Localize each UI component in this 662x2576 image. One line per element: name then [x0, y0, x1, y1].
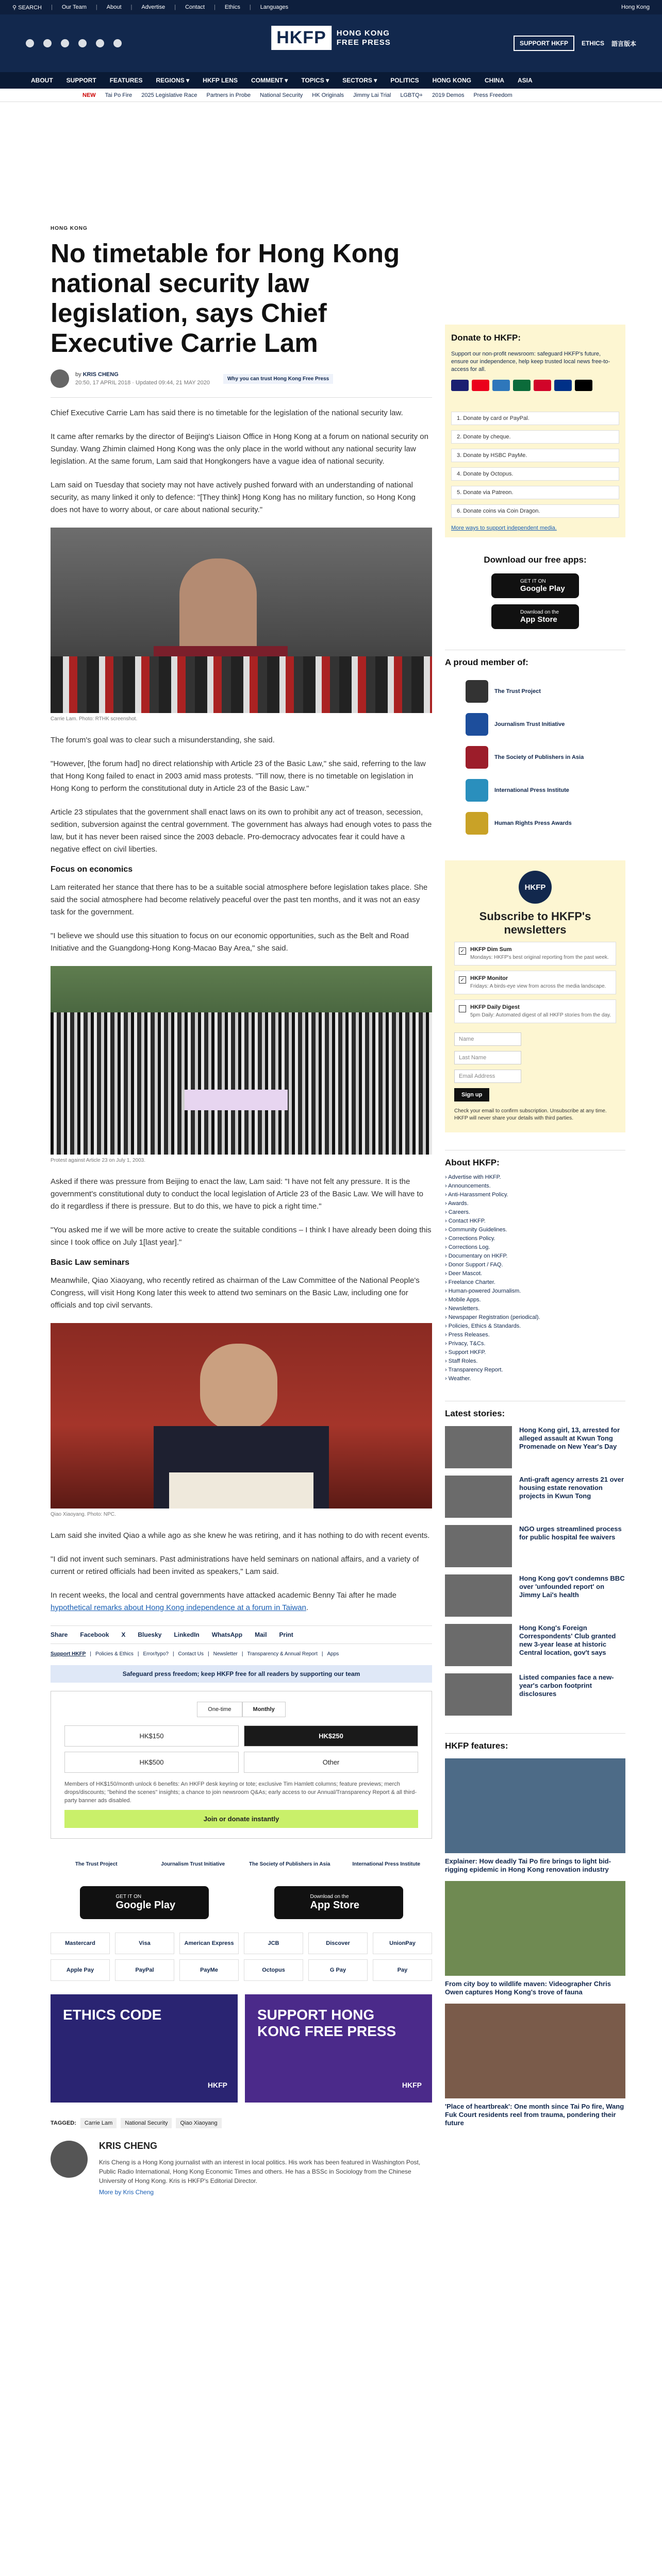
byline — [51, 369, 432, 388]
x-icon[interactable] — [43, 39, 52, 47]
about-link[interactable]: › Policies, Ethics & Standards. — [445, 1322, 625, 1331]
masthead — [0, 14, 662, 72]
newsletter-name: HKFP Daily Digest — [470, 1004, 520, 1010]
paragraph: Meanwhile, Qiao Xiaoyang, who recently retired as chairman of the Law Committee of the National People's Congress, will visit Hong Kong later this week to attend two seminars on the Basic Law, including one for officials and top civil servants. — [51, 1276, 420, 1310]
sidebar-google-play[interactable] — [491, 573, 579, 598]
logo-line2: FREE PRESS — [336, 38, 391, 47]
app-store-button[interactable] — [274, 1886, 403, 1919]
crowd — [51, 1012, 432, 1155]
by-label: by — [75, 371, 81, 378]
story-title[interactable]: Listed companies face a new-year's carbon footprint disclosures — [519, 1673, 614, 1698]
banner-text: ETHICS CODE — [63, 2007, 162, 2023]
google-pay-icon: G Pay — [308, 1959, 368, 1981]
store-big: Google Play — [115, 1900, 176, 1911]
about-link[interactable]: › Corrections Policy. — [445, 1234, 625, 1243]
trend-link[interactable]: National Security — [260, 92, 303, 98]
subheading: Focus on economics — [51, 865, 133, 874]
amount-option-other[interactable]: Other — [244, 1752, 418, 1773]
trend-link[interactable]: Partners in Probe — [206, 92, 251, 98]
carrie-lam-photo — [51, 528, 432, 713]
safeguard-banner[interactable]: Safeguard press freedom; keep HKFP free for all readers by supporting our team — [51, 1665, 432, 1683]
paragraph: "I believe we should use this situation to focus on our economic opportunities, such as the Belt and Road Initiative and the Guangdong-Hong Kong-Macao Bay Area," she said. — [51, 931, 409, 953]
trend-link[interactable]: Jimmy Lai Trial — [353, 92, 391, 98]
location-link[interactable]: Hong Kong — [621, 4, 650, 10]
new-badge: NEW — [82, 92, 96, 98]
unionpay-icon: UnionPay — [373, 1933, 432, 1954]
bluesky-icon[interactable] — [96, 39, 104, 47]
tagged-label: TAGGED: — [51, 2120, 76, 2126]
footer-link[interactable]: Newsletter — [213, 1651, 238, 1657]
tag[interactable]: Qiao Xiaoyang — [176, 2118, 221, 2128]
latest-story[interactable] — [445, 1476, 625, 1518]
main-navigation — [0, 72, 662, 89]
about-link[interactable]: › Privacy, T&Cs. — [445, 1340, 625, 1348]
advertise-link[interactable]: Advertise — [141, 4, 166, 10]
trend-link[interactable]: Tai Po Fire — [105, 92, 133, 98]
newsletter-desc: Mondays: HKFP's best original reporting from the past week. — [470, 955, 609, 960]
checkbox-checked-icon[interactable]: ✓ — [459, 976, 466, 984]
story-thumbnail[interactable] — [445, 1624, 512, 1666]
nav-features[interactable]: FEATURES — [109, 77, 143, 84]
jcb-icon — [513, 380, 531, 391]
donation-widget — [51, 1691, 432, 1839]
about-link[interactable]: About — [106, 4, 122, 10]
monthly-option[interactable]: Monthly — [242, 1702, 286, 1717]
nav-about[interactable]: ABOUT — [31, 77, 53, 84]
payment-methods — [51, 1933, 432, 1981]
about-link[interactable]: › Staff Roles. — [445, 1357, 625, 1366]
about-link[interactable]: › Press Releases. — [445, 1331, 625, 1340]
nav-sectors[interactable]: SECTORS ▾ — [342, 77, 377, 84]
amex-icon — [492, 380, 510, 391]
feature-thumbnail[interactable] — [445, 1758, 625, 1853]
about-link[interactable]: › Weather. — [445, 1375, 625, 1383]
latest-story[interactable] — [445, 1574, 625, 1617]
trending-bar — [0, 89, 662, 102]
paragraph: Lam reiterated her stance that there has to be a suitable social atmosphere before legislation takes place. She said the social atmosphere had become relatively peaceful over the past ten months, and it was not an easy task for the government. — [51, 883, 428, 917]
story-thumbnail[interactable] — [445, 1525, 512, 1567]
paragraph: "I did not invent such seminars. Past administrations have held seminars on national affairs, and a variety of current or retired officials had been invited as speakers," Lam said. — [51, 1555, 419, 1576]
nav-china[interactable]: CHINA — [484, 77, 504, 84]
our-team-link[interactable]: Our Team — [61, 4, 87, 10]
nav-asia[interactable]: ASIA — [517, 77, 533, 84]
language-versions-link[interactable]: 語言版本 — [611, 40, 636, 47]
about-link[interactable]: › Documentary on HKFP. — [445, 1252, 625, 1261]
membership-badges — [51, 1852, 432, 1876]
google-play-button[interactable] — [80, 1886, 209, 1919]
article-footer-links: Support HKFP | Policies & Ethics | Error/typo? | Contact Us | Newsletter | Transparency & Annual Report | Apps — [51, 1651, 339, 1657]
logo-mark: HKFP — [271, 26, 332, 50]
latest-story[interactable] — [445, 1624, 625, 1666]
newsletter-box — [445, 860, 625, 1132]
story-thumbnail[interactable] — [445, 1426, 512, 1468]
support-hkfp-button[interactable]: SUPPORT HKFP — [514, 36, 574, 51]
logo-line1: HONG KONG — [336, 28, 390, 38]
donate-option[interactable]: 3. Donate by HSBC PayMe. — [451, 449, 619, 462]
donate-option[interactable]: 5. Donate via Patreon. — [451, 486, 619, 499]
hrpa-logo[interactable] — [466, 807, 625, 840]
about-link[interactable]: › Freelance Charter. — [445, 1278, 625, 1287]
latest-story[interactable] — [445, 1525, 625, 1567]
store-big: App Store — [310, 1900, 360, 1911]
feature-story[interactable] — [445, 1881, 625, 1996]
author-description: Kris Cheng is a Hong Kong journalist with an interest in local politics. His work has been featured in Washington Post, Public Radio International, Hong Kong Economic Times and others. He has a BSSc in Sociology from the Chinese University of Hong Kong. Kris is HKFP's Editorial Director. — [99, 2159, 421, 2184]
nav-politics[interactable]: POLITICS — [390, 77, 419, 84]
story-title[interactable]: Hong Kong gov't condemns BBC over 'unfounded report' on Jimmy Lai's health — [519, 1574, 625, 1599]
mastercard-icon: Mastercard — [51, 1933, 110, 1954]
about-link[interactable]: › Newsletters. — [445, 1304, 625, 1313]
store-small: GET IT ON — [520, 579, 546, 584]
amex-icon: American Express — [179, 1933, 239, 1954]
app-store-buttons — [51, 1886, 432, 1919]
publish-dates: 20:50, 17 APRIL 2018 · Updated 09:44, 21 MAY 2020 — [75, 380, 210, 386]
store-big: App Store — [520, 615, 557, 624]
support-hkfp-banner[interactable] — [245, 1994, 432, 2103]
donate-option[interactable]: 1. Donate by card or PayPal. — [451, 412, 619, 425]
sopa-logo[interactable] — [466, 741, 625, 774]
benny-tai-link[interactable]: hypothetical remarks about Hong Kong independence at a forum in Taiwan — [51, 1603, 306, 1612]
newsletter-desc: 5pm Daily: Automated digest of all HKFP stories from the day. — [470, 1012, 611, 1018]
about-link[interactable]: › Support HKFP. — [445, 1348, 625, 1357]
paragraph: Asked if there was pressure from Beijing to enact the law, Lam said: "I have not felt any pressure. It is the government's constitutional duty to conduct the local legislation of Article 23 of the Basic Law. We will have to do it regardless if there is pressure. But to do this, we have to pick a right time." — [51, 1177, 423, 1211]
latest-story[interactable] — [445, 1426, 625, 1468]
mastercard-icon — [472, 380, 489, 391]
top-utility-bar: ⚲ SEARCH | Our Team | About | Advertise | Contact | Ethics | Languages Hong Kong — [0, 0, 662, 14]
amount-option-selected[interactable]: HK$250 — [244, 1725, 418, 1747]
nameplate — [169, 1472, 313, 1509]
sidebar — [445, 325, 625, 2127]
unionpay-icon — [534, 380, 551, 391]
nav-hong-kong[interactable]: HONG KONG — [432, 77, 471, 84]
paragraph: The forum's goal was to clear such a misunderstanding, she said. — [51, 736, 275, 744]
nav-hkfp-lens[interactable]: HKFP LENS — [203, 77, 238, 84]
paypal-icon: PayPal — [115, 1959, 174, 1981]
image-caption: Qiao Xiaoyang. Photo: NPC. — [51, 1512, 116, 1517]
share-x[interactable]: X — [121, 1631, 126, 1638]
trend-link[interactable]: Press Freedom — [473, 92, 512, 98]
about-link[interactable]: › Human-powered Journalism. — [445, 1287, 625, 1296]
octopus-icon: Octopus — [244, 1959, 303, 1981]
author-link[interactable]: KRIS CHENG — [82, 371, 119, 378]
share-label: Share — [51, 1631, 68, 1638]
about-link[interactable]: › Donor Support / FAQ. — [445, 1261, 625, 1269]
about-link[interactable]: › Transparency Report. — [445, 1366, 625, 1375]
newsletter-name: HKFP Monitor — [470, 975, 508, 981]
nav-topics[interactable]: TOPICS ▾ — [301, 77, 329, 84]
card-icons — [451, 380, 619, 391]
jti-logo[interactable] — [466, 708, 625, 741]
banner-sub: HKFP — [207, 2081, 227, 2089]
paragraph: It came after remarks by the director of Beijing's Liaison Office in Hong Kong at a forum on national security on Sunday. Wang Zhimin claimed Hong Kong was the only place in the world without any national security law legislation. At the same forum, Lam said that Hongkongers have a vague idea of national security. — [51, 432, 428, 466]
amount-option[interactable]: HK$500 — [64, 1752, 239, 1773]
share-print[interactable]: Print — [279, 1631, 293, 1638]
nav-regions[interactable]: REGIONS ▾ — [156, 77, 190, 84]
trend-link[interactable]: HK Originals — [312, 92, 344, 98]
ethics-code-banner[interactable] — [51, 1994, 238, 2103]
subheading: Basic Law seminars — [51, 1258, 129, 1267]
feature-story[interactable] — [445, 2004, 625, 2127]
author-name[interactable]: KRIS CHENG — [99, 2141, 158, 2151]
story-title[interactable]: NGO urges streamlined process for public hospital fee waivers — [519, 1525, 622, 1541]
newsletter-note: Check your email to confirm subscription. Unsubscribe at any time. HKFP will never share your details with third parties. — [454, 1108, 607, 1121]
share-bar — [51, 1625, 432, 1644]
tag[interactable]: National Security — [121, 2118, 172, 2128]
protest-photo — [51, 966, 432, 1155]
member-name: The Trust Project — [494, 688, 541, 694]
join-donate-button[interactable]: Join or donate instantly — [64, 1810, 418, 1828]
paragraph: "You asked me if we will be more active to create the suitable conditions – I think I have already been doing this since I took office on July 1[last year]." — [51, 1226, 432, 1247]
paragraph — [51, 1589, 432, 1614]
paragraph: Chief Executive Carrie Lam has said there is no timetable for the legislation of the national security law. — [51, 409, 403, 417]
more-by-author-link[interactable]: More by Kris Cheng — [99, 2189, 154, 2196]
footer-link[interactable]: Error/typo? — [143, 1651, 169, 1657]
article-title: No timetable for Hong Kong national security law legislation, says Chief Executive Carrie Lam — [51, 239, 400, 358]
paragraph-text: In recent weeks, the local and central governments have attacked academic Benny Tai after he made — [51, 1591, 396, 1600]
pay-icon: Pay — [373, 1959, 432, 1981]
apps-heading: Download our free apps: — [484, 555, 587, 565]
about-link[interactable]: › Anti-Harassment Policy. — [445, 1191, 625, 1199]
trend-link[interactable]: LGBTQ+ — [400, 92, 423, 98]
footer-link[interactable]: Apps — [327, 1651, 339, 1657]
footer-link[interactable]: Contact Us — [178, 1651, 204, 1657]
feature-thumbnail[interactable] — [445, 1881, 625, 1976]
story-title[interactable]: Anti-graft agency arrests 21 over housing estate renovation projects in Kwun Tong — [519, 1476, 624, 1500]
section-kicker[interactable]: HONG KONG — [51, 226, 88, 231]
ethics-link[interactable]: Ethics — [224, 4, 240, 10]
tag[interactable]: Carrie Lam — [80, 2118, 117, 2128]
store-big: Google Play — [520, 584, 565, 593]
badge-sopa[interactable]: The Society of Publishers in Asia — [249, 1861, 330, 1867]
latest-heading: Latest stories: — [445, 1401, 625, 1419]
member-benefits: Members of HK$150/month unlock 6 benefits: An HKFP desk keyring or tote; exclusive Tim Hamlett columns; feature previews; merch drops/discounts; "behind the scenes" insights; a chance to join newsroom Q&As; early access to our Annual/Transparency Report & all third-party banner ads disabled. — [64, 1781, 417, 1804]
image-caption: Protest against Article 23 on July 1, 2003. — [51, 1158, 145, 1163]
nav-comment[interactable]: COMMENT ▾ — [251, 77, 288, 84]
about-link[interactable]: › Awards. — [445, 1199, 625, 1208]
microphones — [51, 656, 432, 713]
trust-link[interactable]: Why you can trust Hong Kong Free Press — [223, 374, 333, 384]
story-title[interactable]: Hong Kong girl, 13, arrested for alleged assault at Kwun Tong Promenade on New Year's Day — [519, 1426, 620, 1450]
member-name: International Press Institute — [494, 787, 569, 793]
tag-list — [51, 2118, 432, 2128]
footer-link[interactable]: Support HKFP — [51, 1651, 86, 1657]
member-name: Journalism Trust Initiative — [494, 721, 565, 727]
story-thumbnail[interactable] — [445, 1673, 512, 1716]
about-link[interactable]: › Contact HKFP. — [445, 1217, 625, 1226]
store-small: Download on the — [520, 609, 559, 615]
apple-pay-icon: Apple Pay — [51, 1959, 110, 1981]
story-thumbnail[interactable] — [445, 1476, 512, 1518]
banner-text: SUPPORT HONG KONG FREE PRESS — [257, 2007, 396, 2039]
languages-link[interactable]: Languages — [260, 4, 289, 10]
badge-jti[interactable]: Journalism Trust Initiative — [161, 1861, 225, 1867]
trend-link[interactable]: 2019 Demos — [432, 92, 465, 98]
share-mail[interactable]: Mail — [255, 1631, 267, 1638]
donate-intro: Support our non-profit newsroom: safeguard HKFP's future, ensure our independence, help keep trusted local news free-to-access for all. — [451, 351, 610, 372]
photo-face — [200, 1344, 277, 1431]
qiao-xiaoyang-photo — [51, 1323, 432, 1509]
protest-banner — [185, 1090, 288, 1110]
name-field[interactable]: Name — [454, 1032, 521, 1046]
contact-link[interactable]: Contact — [185, 4, 205, 10]
instagram-icon[interactable] — [61, 39, 69, 47]
amount-grid — [64, 1725, 418, 1773]
newsletter-desc: Fridays: A birds-eye view from across the media landscape. — [470, 984, 606, 989]
about-links — [445, 1173, 625, 1383]
site-logo[interactable] — [271, 26, 391, 50]
visa-icon — [451, 380, 469, 391]
feature-title[interactable]: From city boy to wildlife maven: Videographer Chris Owen captures Hong Kong's trove of fauna — [445, 1980, 611, 1996]
feature-thumbnail[interactable] — [445, 2004, 625, 2098]
paragraph: Lam said she invited Qiao a while ago as she knew he was retiring, and it has nothing to do with recent events. — [51, 1531, 430, 1540]
about-heading: About HKFP: — [445, 1150, 625, 1168]
badge-ipi[interactable]: International Press Institute — [352, 1861, 421, 1867]
ipi-logo[interactable] — [466, 774, 625, 807]
signup-button[interactable]: Sign up — [454, 1088, 489, 1101]
feature-title[interactable]: Explainer: How deadly Tai Po fire brings to light bid-rigging epidemic in Hong Kong renovation industry — [445, 1857, 611, 1873]
threads-icon[interactable] — [113, 39, 122, 47]
donate-option[interactable]: 2. Donate by cheque. — [451, 430, 619, 444]
trend-link[interactable]: 2025 Legislative Race — [141, 92, 197, 98]
article-column — [51, 226, 432, 2196]
hkfp-logo: HKFP — [519, 871, 552, 904]
donate-option[interactable]: 6. Donate coins via Coin Dragon. — [451, 504, 619, 518]
about-link[interactable]: › Deer Mascot. — [445, 1269, 625, 1278]
ethics-header-link[interactable]: ETHICS — [581, 40, 604, 47]
image-caption: Carrie Lam. Photo: RTHK screenshot. — [51, 716, 138, 722]
store-small: GET IT ON — [115, 1894, 142, 1900]
about-link[interactable]: › Newspaper Registration (periodical). — [445, 1313, 625, 1322]
banner-sub: HKFP — [402, 2081, 422, 2089]
member-name: Human Rights Press Awards — [494, 820, 572, 826]
story-title[interactable]: Hong Kong's Foreign Correspondents' Club granted new 3-year lease at historic Central location, gov't says — [519, 1624, 616, 1656]
member-name: The Society of Publishers in Asia — [494, 754, 584, 760]
newsletter-option[interactable] — [454, 971, 616, 994]
newsletter-option[interactable] — [454, 999, 616, 1023]
last-name-field[interactable]: Last Name — [454, 1051, 521, 1064]
facebook-icon[interactable] — [26, 39, 34, 47]
trust-project-logo[interactable] — [466, 675, 625, 708]
author-avatar[interactable] — [51, 369, 69, 388]
promo-banners — [51, 1994, 432, 2103]
about-link[interactable]: › Corrections Log. — [445, 1243, 625, 1252]
feature-title[interactable]: 'Place of heartbreak': One month since Tai Po fire, Wang Fuk Court residents reel from trauma, pondering their future — [445, 2103, 624, 2127]
features-heading: HKFP features: — [445, 1733, 625, 1751]
feature-story[interactable] — [445, 1758, 625, 1874]
nav-support[interactable]: SUPPORT — [66, 77, 96, 84]
checkbox-checked-icon[interactable]: ✓ — [459, 947, 466, 955]
jcb-icon: JCB — [244, 1933, 303, 1954]
badge-trust-project[interactable]: The Trust Project — [75, 1861, 118, 1867]
share-bluesky[interactable]: Bluesky — [138, 1631, 162, 1638]
paypal-icon — [554, 380, 572, 391]
social-icons — [26, 39, 122, 47]
discover-icon: Discover — [308, 1933, 368, 1954]
more-ways-link[interactable]: More ways to support independent media. — [451, 525, 557, 531]
donate-box — [445, 325, 625, 537]
visa-icon: Visa — [115, 1933, 174, 1954]
sidebar-app-store[interactable] — [491, 604, 579, 629]
store-small: Download on the — [310, 1894, 349, 1900]
about-link[interactable]: › Advertise with HKFP. — [445, 1173, 625, 1182]
newsletter-option[interactable] — [454, 942, 616, 965]
about-link[interactable]: › Announcements. — [445, 1182, 625, 1191]
proud-member-heading: A proud member of: — [445, 650, 625, 668]
author-bio — [51, 2141, 432, 2196]
share-linkedin[interactable]: LinkedIn — [174, 1631, 200, 1638]
amount-option[interactable]: HK$150 — [64, 1725, 239, 1747]
paragraph: "However, [the forum had] no direct relationship with Article 23 of the Basic Law," she said, referring to the law that Hong Kong failed to enact in 2003 amid mass protests. "Till now, there is no timetable on legislation in Hong Kong to perform the constitutional duty in Article 23 of the Basic Law." — [51, 759, 426, 793]
share-whatsapp[interactable]: WhatsApp — [211, 1631, 243, 1638]
donate-option[interactable]: 4. Donate by Octopus. — [451, 467, 619, 481]
about-link[interactable]: › Mobile Apps. — [445, 1296, 625, 1304]
payme-icon: PayMe — [179, 1959, 239, 1981]
footer-link[interactable]: Policies & Ethics — [95, 1651, 134, 1657]
footer-link[interactable]: Transparency & Annual Report — [247, 1651, 318, 1657]
paragraph: Article 23 stipulates that the government shall enact laws on its own to prohibit any act of treason, secession, sedition, subversion against the central government. The government has always had enough votes to pass the law, but it has never been raised since the 2003 debacle. Pro-democracy advocates fear it could have a negative effect on civil liberties. — [51, 808, 432, 854]
paragraph: Lam said on Tuesday that society may not have actively pushed forward with an understanding of national security, as many linked it only to defence: "[They think] Hong Kong has no military function, so Hong Kong does not have to worry about, or care about national security." — [51, 481, 416, 514]
newsletter-name: HKFP Dim Sum — [470, 946, 512, 953]
email-field[interactable]: Email Address — [454, 1070, 521, 1083]
about-link[interactable]: › Careers. — [445, 1208, 625, 1217]
search-link[interactable]: ⚲ SEARCH — [12, 4, 42, 11]
frequency-toggle — [64, 1702, 418, 1717]
paragraph-text: . — [306, 1603, 309, 1612]
checkbox-icon[interactable] — [459, 1005, 466, 1012]
about-link[interactable]: › Community Guidelines. — [445, 1226, 625, 1234]
newsletter-heading: Subscribe to HKFP's newsletters — [479, 910, 591, 936]
one-time-option[interactable]: One-time — [197, 1702, 242, 1717]
applepay-icon — [575, 380, 592, 391]
divider — [51, 397, 432, 398]
youtube-icon[interactable] — [78, 39, 87, 47]
story-thumbnail[interactable] — [445, 1574, 512, 1617]
donate-heading: Donate to HKFP: — [451, 333, 521, 343]
author-photo[interactable] — [51, 2141, 88, 2178]
latest-story[interactable] — [445, 1673, 625, 1716]
share-facebook[interactable]: Facebook — [80, 1631, 109, 1638]
